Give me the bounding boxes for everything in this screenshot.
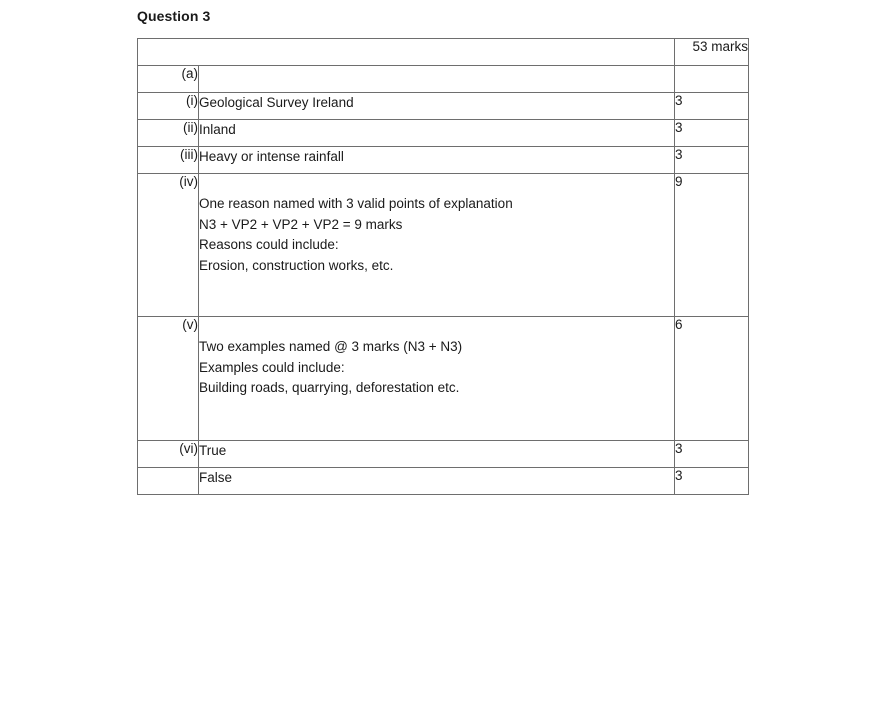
table-row-v [138,317,749,441]
table-header-row [138,39,749,66]
answer-cell [199,66,675,93]
part-label [138,468,199,495]
answer-line: Erosion, construction works, etc. [199,257,394,273]
answer-line: Geological Survey Ireland [199,95,354,110]
part-label: (ii) [138,120,199,147]
answer-line: Examples could include: [199,359,345,375]
answer-line: Heavy or intense rainfall [199,149,344,164]
answer-cell [199,441,675,468]
answer-cell [199,174,675,317]
part-label: (a) [138,66,199,93]
answer-cell [199,317,675,441]
marks-cell: 3 [675,120,749,147]
marks-cell: 3 [675,468,749,495]
table-row-iv [138,174,749,317]
part-label: (iii) [138,147,199,174]
marks-cell: 3 [675,93,749,120]
table-row-vi-false [138,468,749,495]
marks-cell [675,66,749,93]
answer-line: Building roads, quarrying, deforestation etc. [199,380,460,395]
marks-cell: 3 [675,147,749,174]
answer-line: True [199,443,227,458]
table-row-a [138,66,749,93]
table-row-iii [138,147,749,174]
table-row-i [138,93,749,120]
question-title: Question 3 [137,8,211,24]
answer-cell [199,93,675,120]
marks-cell: 6 [675,317,749,441]
header-blank-cell [138,39,675,66]
total-marks: 53 marks [675,39,749,66]
answer-line: False [199,470,233,485]
answer-line: N3 + VP2 + VP2 + VP2 = 9 marks [199,216,403,232]
table-row-vi [138,441,749,468]
marking-scheme-table [137,38,749,495]
answer-line: Reasons could include: [199,237,339,252]
part-label: (v) [138,317,199,441]
table-row-ii [138,120,749,147]
answer-line: Two examples named @ 3 marks (N3 + N3) [199,339,463,354]
part-label: (i) [138,93,199,120]
marks-cell: 9 [675,174,749,317]
answer-cell [199,147,675,174]
part-label: (iv) [138,174,199,317]
marks-cell: 3 [675,441,749,468]
answer-cell [199,120,675,147]
answer-cell [199,468,675,495]
answer-line: One reason named with 3 valid points of explanation [199,196,513,211]
answer-line: Inland [199,122,236,137]
part-label: (vi) [138,441,199,468]
